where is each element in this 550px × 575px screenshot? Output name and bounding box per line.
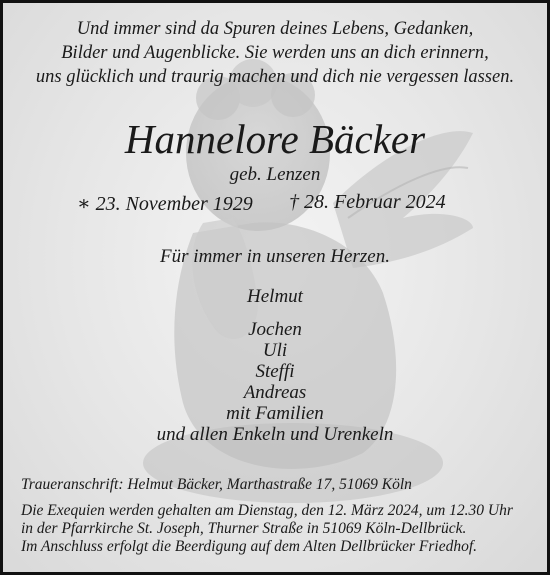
mourner-name: Andreas [243, 382, 307, 403]
mourner-name: und allen Enkeln und Urenkeln [156, 424, 394, 445]
death-date: † 28. Februar 2024 [289, 191, 446, 213]
footer-info [21, 475, 541, 556]
obituary-content [3, 3, 547, 572]
verse-line: uns glücklich und traurig machen und dich nie vergessen lassen. [35, 67, 515, 87]
funeral-info-line: Im Anschluss erfolgt die Beerdigung auf dem Alten Dellbrücker Friedhof. [21, 538, 478, 555]
birth-date: ∗ 23. November 1929 [77, 193, 253, 215]
birth-name: geb. Lenzen [229, 164, 321, 185]
mourner-name: Uli [262, 340, 288, 361]
verse-line: Bilder und Augenblicke. Sie werden uns an dich erinnern, [61, 43, 489, 63]
verse-line: Und immer sind da Spuren deines Lebens, Gedanken, [76, 19, 474, 39]
mourner-name: mit Familien [226, 403, 324, 424]
memorial-verse [3, 17, 547, 89]
funeral-info-line: Die Exequien werden gehalten am Dienstag, den 12. März 2024, um 12.30 Uhr [21, 502, 513, 519]
mourners-list [3, 285, 547, 444]
forever-line: Für immer in unseren Herzen. [160, 246, 390, 267]
deceased-name: Hannelore Bäcker [124, 116, 426, 162]
mourner-name: Jochen [248, 319, 302, 340]
funeral-info-line: in der Pfarrkirche St. Joseph, Thurner Straße in 51069 Köln-Dellbrück. [21, 520, 467, 537]
mourner-name: Helmut [247, 286, 303, 307]
life-dates [3, 191, 547, 217]
mourner-name: Steffi [255, 361, 295, 382]
mourning-address: Traueranschrift: Helmut Bäcker, Marthastraße 17, 51069 Köln [21, 476, 412, 493]
